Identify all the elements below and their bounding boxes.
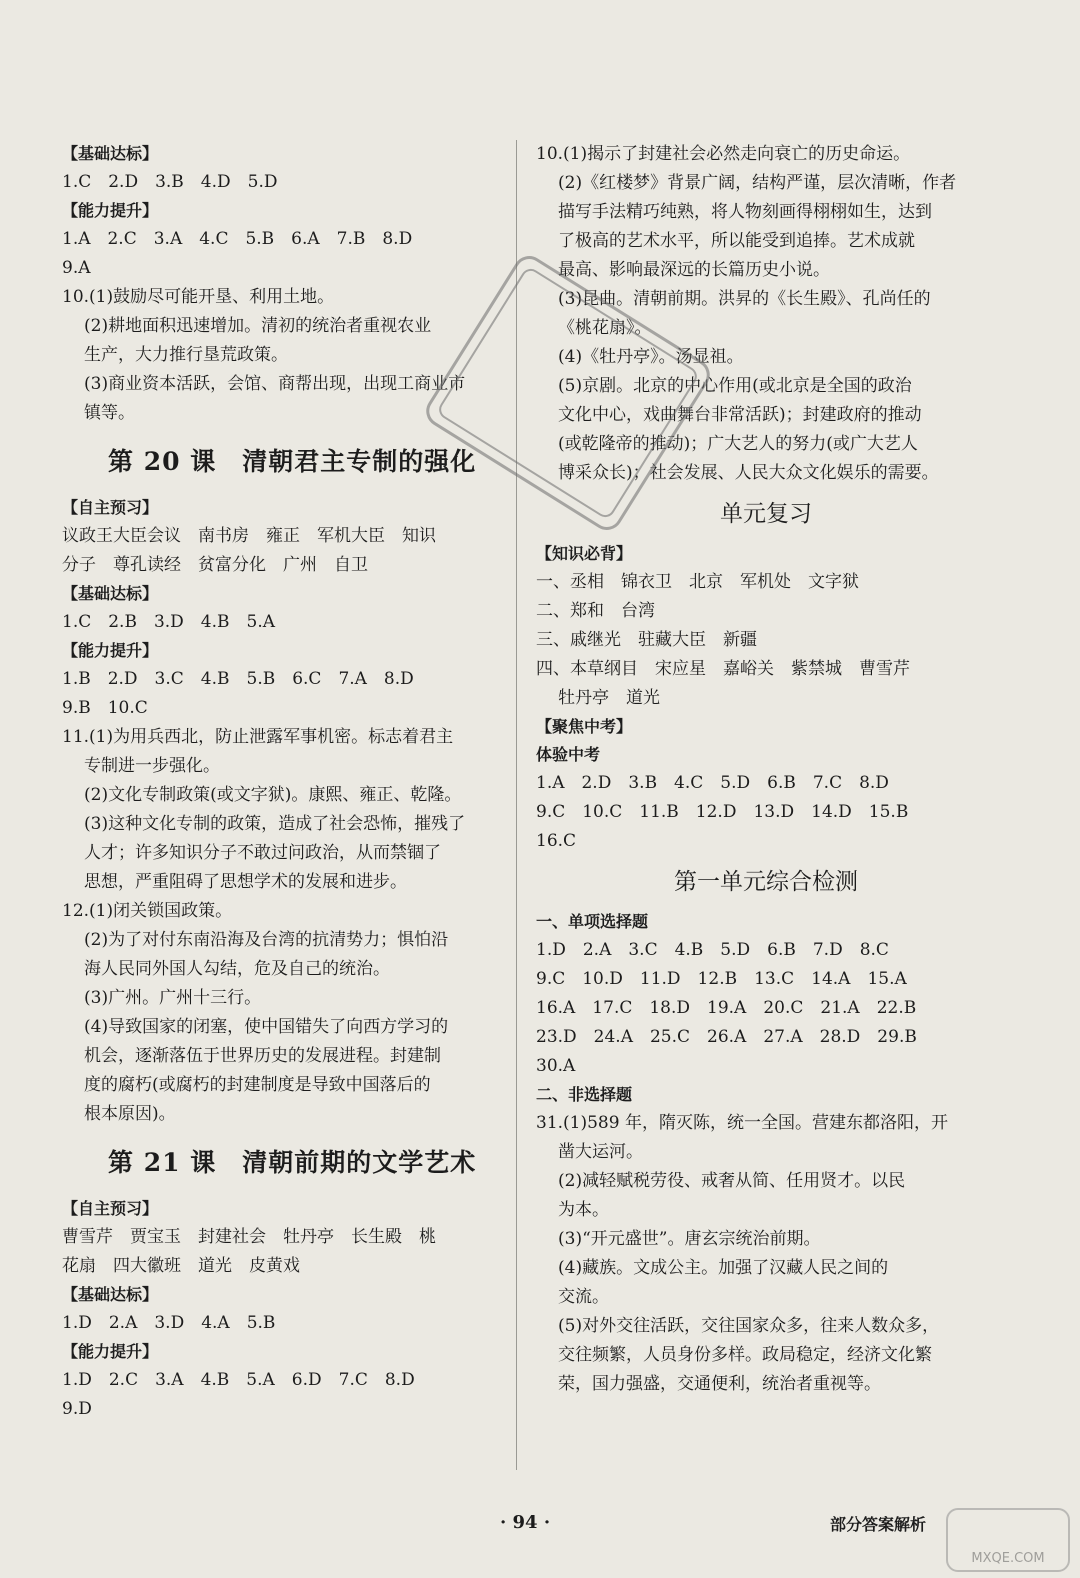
answer-line: 凿大运河。	[558, 1142, 643, 1162]
answer-line: 交流。	[558, 1287, 609, 1307]
answer-line: (2)《红楼梦》背景广阔，结构严谨，层次清晰，作者	[558, 173, 957, 193]
answer-line: (3)“开元盛世”。唐玄宗统治前期。	[558, 1229, 821, 1249]
answer-line: 9.B 10.C	[62, 698, 148, 718]
section-head: 【能力提升】	[62, 1342, 159, 1361]
footer-title: 部分答案解析	[830, 1515, 927, 1534]
answer-line: 思想，严重阻碍了思想学术的发展和进步。	[84, 872, 407, 892]
answer-line: 专制进一步强化。	[84, 756, 220, 776]
answer-line: 为本。	[558, 1200, 609, 1220]
answer-line: 根本原因)。	[84, 1104, 176, 1124]
answer-line: 9.C 10.D 11.D 12.B 13.C 14.A 15.A	[536, 969, 907, 989]
answer-line: 1.D 2.A 3.C 4.B 5.D 6.B 7.D 8.C	[536, 940, 889, 960]
answer-line: 11.(1)为用兵西北，防止泄露军事机密。标志着君主	[62, 727, 454, 747]
answer-line: (4)藏族。文成公主。加强了汉藏人民之间的	[558, 1258, 889, 1278]
section-subhead: 体验中考	[536, 745, 601, 764]
answer-line: 《桃花扇》。	[558, 318, 652, 338]
section-title: 单元复习	[720, 501, 812, 527]
answer-line: 1.A 2.C 3.A 4.C 5.B 6.A 7.B 8.D	[62, 229, 413, 249]
answer-line: 镇等。	[84, 403, 135, 423]
answer-line: (5)对外交往活跃，交往国家众多，往来人数众多，	[558, 1316, 940, 1336]
section-head: 二、非选择题	[536, 1085, 633, 1104]
answer-line: (3)昆曲。清朝前期。洪昇的《长生殿》、孔尚任的	[558, 289, 931, 309]
section-head: 【知识必背】	[536, 544, 633, 563]
answer-line: 最高、影响最深远的长篇历史小说。	[558, 260, 830, 280]
section-head: 【自主预习】	[62, 498, 159, 517]
answer-line: 一、丞相 锦衣卫 北京 军机处 文字狱	[536, 572, 859, 592]
answer-line: (4)导致国家的闭塞，使中国错失了向西方学习的	[84, 1017, 449, 1037]
answer-line: 23.D 24.A 25.C 26.A 27.A 28.D 29.B	[536, 1027, 917, 1047]
answer-line: (2)为了对付东南沿海及台湾的抗清势力；惧怕沿	[84, 930, 449, 950]
answer-line: 分子 尊孔读经 贫富分化 广州 自卫	[62, 555, 368, 575]
answer-line: 荣，国力强盛，交通便利，统治者重视等。	[558, 1374, 881, 1394]
lesson-title: 第 21 课 清朝前期的文学艺术	[108, 1148, 477, 1177]
watermark-logo	[946, 1508, 1070, 1572]
left-column	[62, 140, 502, 1424]
answer-line: 31.(1)589 年，隋灭陈，统一全国。营建东都洛阳，开	[536, 1113, 948, 1133]
watermark-text: MXQE.COM	[971, 1551, 1045, 1566]
answer-line: 生产，大力推行垦荒政策。	[84, 345, 288, 365]
answer-line: 海人民同外国人勾结，危及自己的统治。	[84, 959, 390, 979]
answer-line: 博采众长)；社会发展、人民大众文化娱乐的需要。	[558, 463, 939, 483]
answer-line: 三、戚继光 驻藏大臣 新疆	[536, 630, 757, 650]
answer-line: 9.A	[62, 258, 91, 278]
answer-line: (2)减轻赋税劳役、戒奢从简、任用贤才。以民	[558, 1171, 906, 1191]
answer-line: 描写手法精巧纯熟，将人物刻画得栩栩如生，达到	[558, 202, 932, 222]
answer-line: 9.D	[62, 1399, 92, 1419]
answer-line: (3)商业资本活跃，会馆、商帮出现，出现工商业市	[84, 374, 466, 394]
section-head: 【能力提升】	[62, 201, 159, 220]
answer-line: 二、郑和 台湾	[536, 601, 655, 621]
answer-line: 交往频繁，人员身份多样。政局稳定，经济文化繁	[558, 1345, 932, 1365]
answer-line: (4)《牡丹亭》。汤显祖。	[558, 347, 744, 367]
answer-line: 1.C 2.B 3.D 4.B 5.A	[62, 612, 275, 632]
section-head: 【自主预习】	[62, 1199, 159, 1218]
answer-line: (5)京剧。北京的中心作用(或北京是全国的政治	[558, 376, 912, 396]
answer-line: 文化中心，戏曲舞台非常活跃)；封建政府的推动	[558, 405, 922, 425]
section-head: 【基础达标】	[62, 1285, 159, 1304]
answer-line: 度的腐朽(或腐朽的封建制度是导致中国落后的	[84, 1075, 431, 1095]
answer-line: 1.D 2.C 3.A 4.B 5.A 6.D 7.C 8.D	[62, 1370, 415, 1390]
answer-line: 16.C	[536, 831, 577, 851]
answer-line: 1.D 2.A 3.D 4.A 5.B	[62, 1313, 276, 1333]
answer-line: 议政王大臣会议 南书房 雍正 军机大臣 知识	[62, 526, 436, 546]
section-head: 【能力提升】	[62, 641, 159, 660]
section-head: 【基础达标】	[62, 144, 159, 163]
answer-line: (2)耕地面积迅速增加。清初的统治者重视农业	[84, 316, 432, 336]
answer-line: (或乾隆帝的推动)；广大艺人的努力(或广大艺人	[558, 434, 918, 454]
answer-line: (3)这种文化专制的政策，造成了社会恐怖，摧残了	[84, 814, 466, 834]
section-title: 第一单元综合检测	[674, 869, 858, 895]
answer-line: 牡丹亭 道光	[558, 688, 660, 708]
answer-line: 1.A 2.D 3.B 4.C 5.D 6.B 7.C 8.D	[536, 773, 889, 793]
answer-line: 花扇 四大徽班 道光 皮黄戏	[62, 1256, 300, 1276]
answer-line: (2)文化专制政策(或文字狱)。康熙、雍正、乾隆。	[84, 785, 462, 805]
answer-line: 1.C 2.D 3.B 4.D 5.D	[62, 172, 278, 192]
section-head: 【聚焦中考】	[536, 717, 633, 736]
answer-line: 10.(1)鼓励尽可能开垦、利用土地。	[62, 287, 335, 307]
section-head: 一、单项选择题	[536, 912, 649, 931]
answer-line: 16.A 17.C 18.D 19.A 20.C 21.A 22.B	[536, 998, 917, 1018]
answer-line: 30.A	[536, 1056, 576, 1076]
answer-line: 机会，逐渐落伍于世界历史的发展进程。封建制	[84, 1046, 441, 1066]
answer-line: 1.B 2.D 3.C 4.B 5.B 6.C 7.A 8.D	[62, 669, 414, 689]
answer-line: (3)广州。广州十三行。	[84, 988, 262, 1008]
answer-line: 曹雪芹 贾宝玉 封建社会 牡丹亭 长生殿 桃	[62, 1227, 436, 1247]
answer-line: 四、本草纲目 宋应星 嘉峪关 紫禁城 曹雪芹	[536, 659, 910, 679]
answer-line: 了极高的艺术水平，所以能受到追捧。艺术成就	[558, 231, 915, 251]
answer-line: 12.(1)闭关锁国政策。	[62, 901, 233, 921]
page-number: · 94 ·	[500, 1512, 551, 1533]
answer-line: 人才；许多知识分子不敢过问政治，从而禁锢了	[84, 843, 441, 863]
answer-line: 10.(1)揭示了封建社会必然走向衰亡的历史命运。	[536, 144, 911, 164]
answer-line: 9.C 10.C 11.B 12.D 13.D 14.D 15.B	[536, 802, 909, 822]
section-head: 【基础达标】	[62, 584, 159, 603]
lesson-title: 第 20 课 清朝君主专制的强化	[108, 447, 477, 476]
